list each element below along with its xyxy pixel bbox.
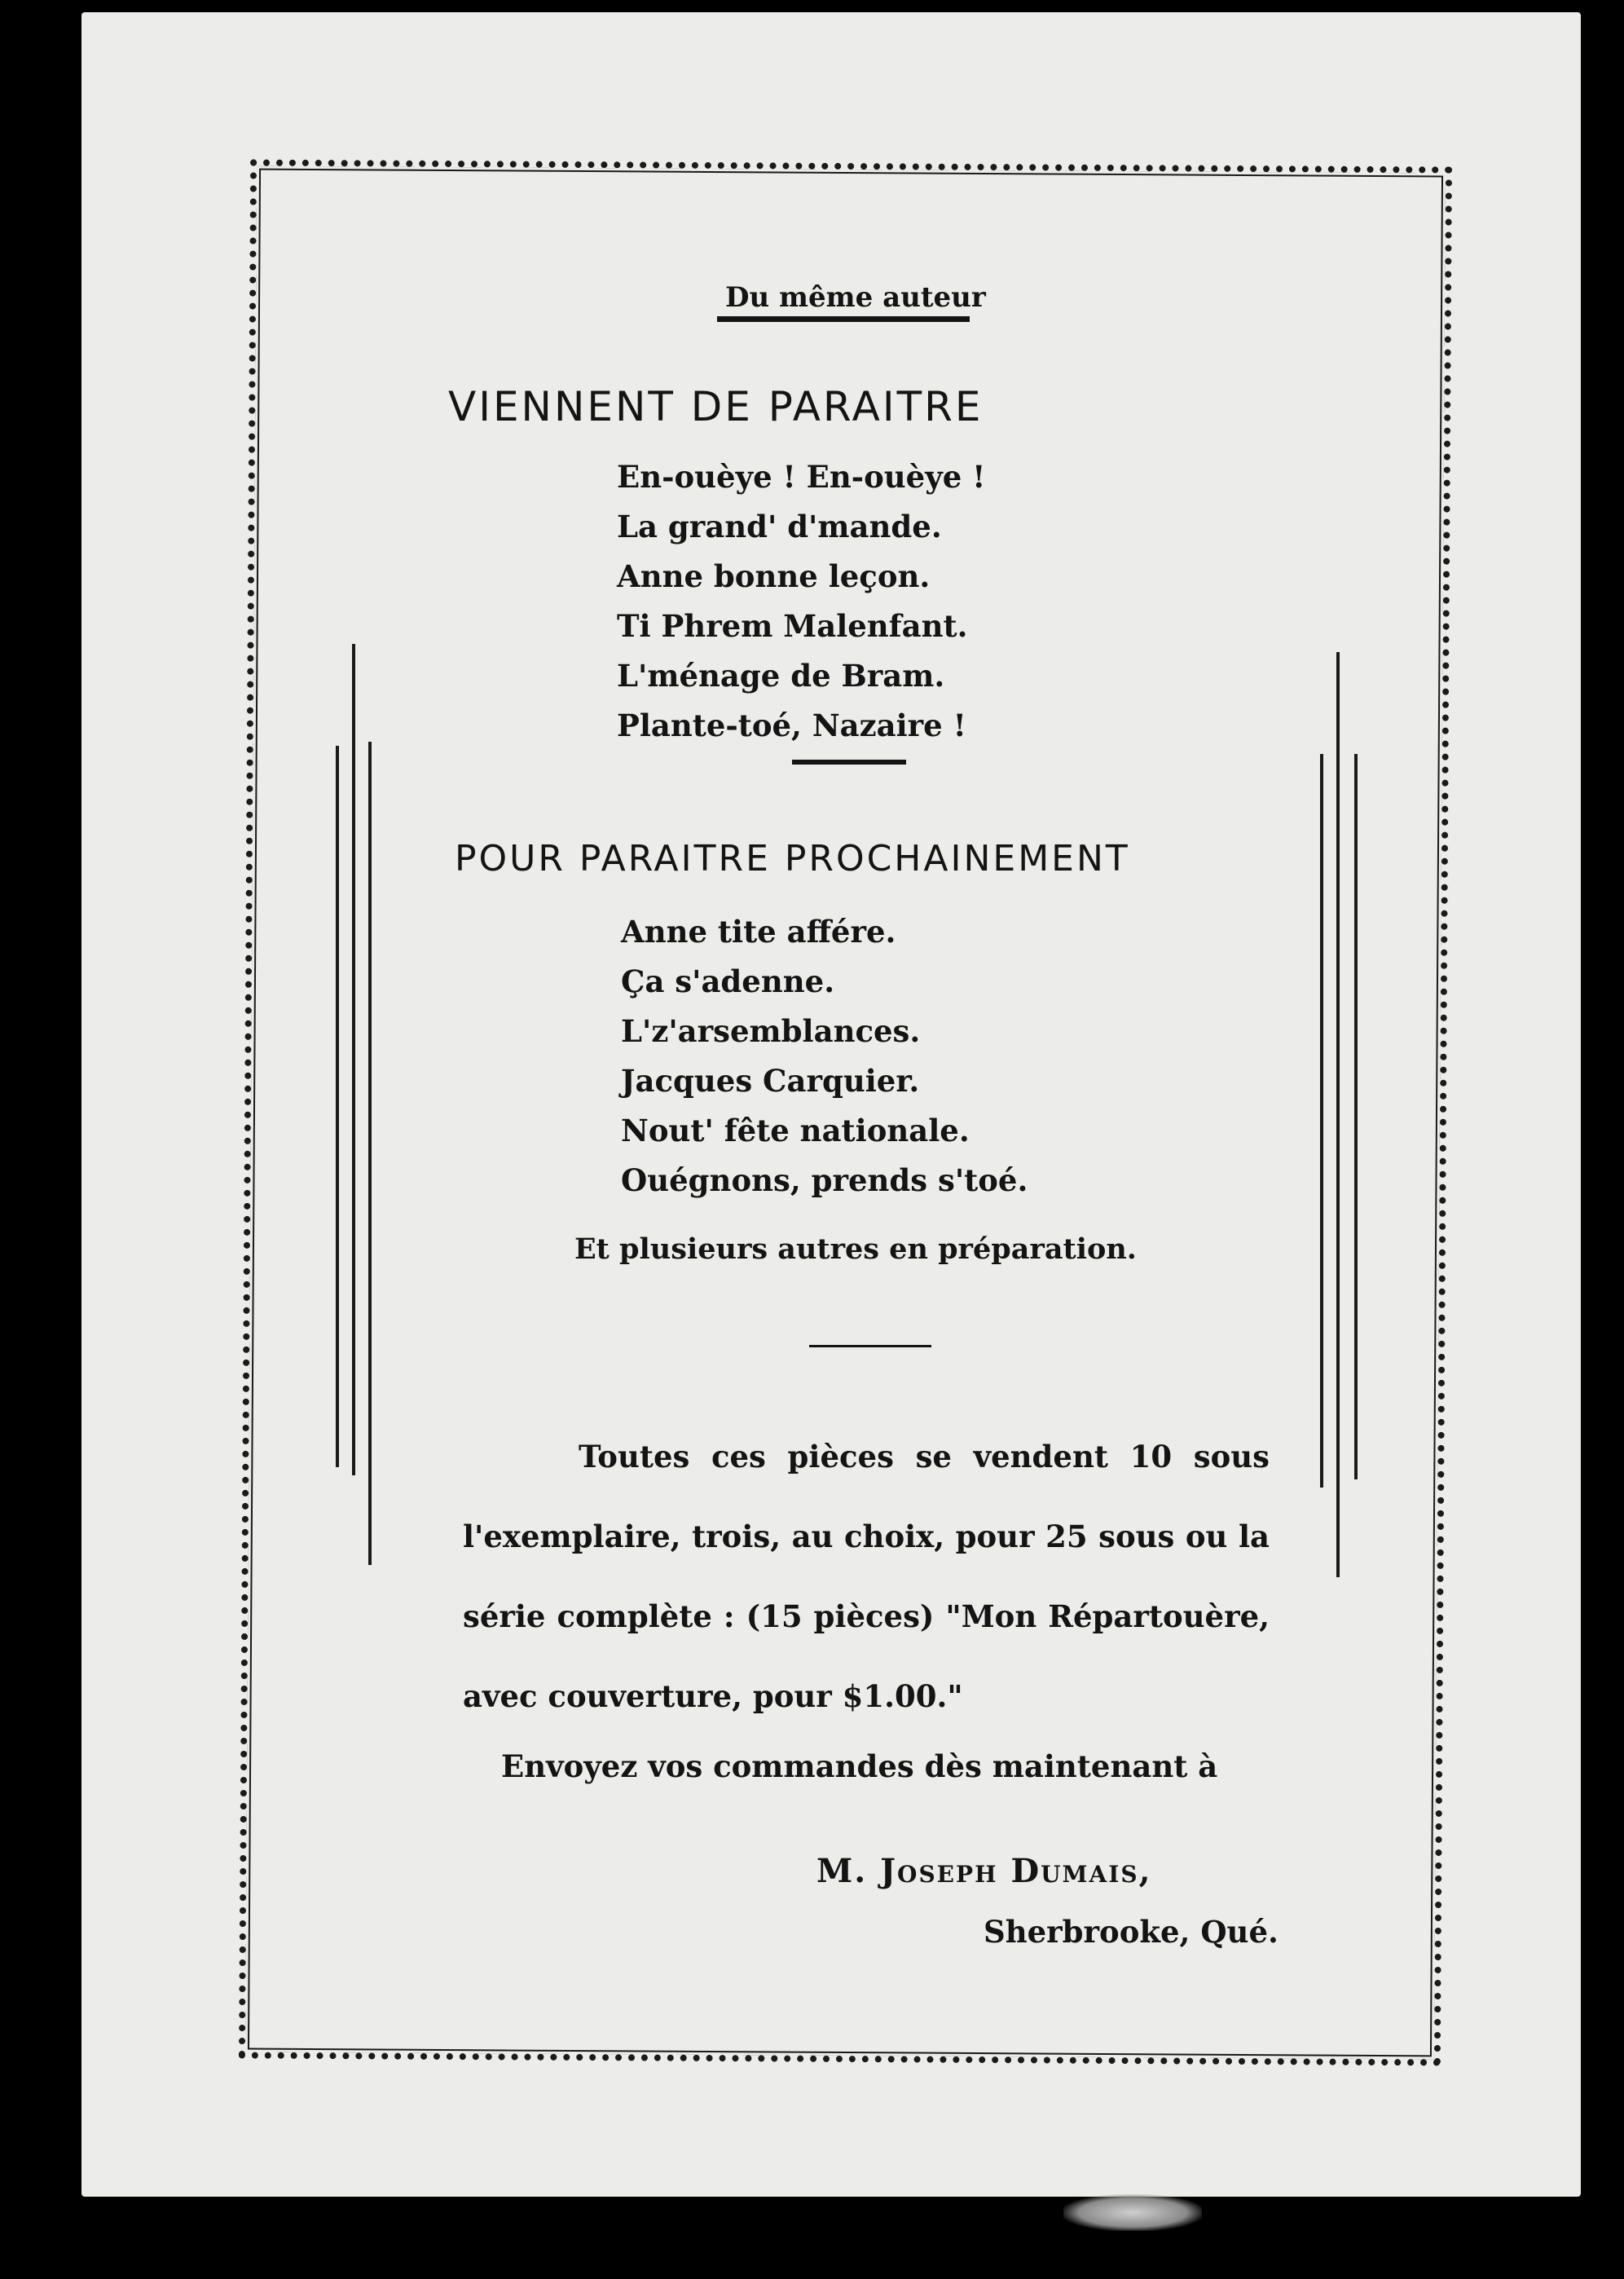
list-item: Nout' fête nationale. (621, 1113, 970, 1148)
right-rule-outer (1336, 652, 1340, 1577)
upcoming-heading: POUR PARAITRE PROCHAINEMENT (455, 838, 1130, 879)
left-rule-outer (352, 644, 355, 1475)
published-list (617, 452, 985, 751)
list-item: Plante-toé, Nazaire ! (617, 708, 966, 743)
preparation-note: Et plusieurs autres en préparation. (574, 1232, 1137, 1266)
left-rule-middle (336, 746, 339, 1467)
list-item: La grand' d'mande. (617, 509, 942, 544)
list-item: Anne bonne leçon. (617, 558, 931, 594)
right-rule-inner (1354, 754, 1358, 1479)
list-item: Ouégnons, prends s'toé. (621, 1162, 1028, 1198)
paper-damage (1063, 2194, 1202, 2231)
byline: Du même auteur (725, 281, 986, 314)
publisher-name: M. Joseph Dumais, (816, 1852, 1152, 1890)
pricing-paragraph: Toutes ces pièces se vendent 10 sous l'exemplaire, trois, au choix, pour 25 sous ou la série complète : (15 pièces) "Mon Répartouère, avec couverture, pour $1.00." (463, 1439, 1270, 1714)
list-item: L'z'arsemblances. (621, 1013, 921, 1049)
list-item: Ça s'adenne. (621, 963, 835, 999)
list-item: Anne tite affére. (621, 914, 896, 950)
order-instruction: Envoyez vos commandes dès maintenant à (501, 1748, 1218, 1784)
left-rule-inner (368, 742, 372, 1565)
list-item: Jacques Carquier. (621, 1063, 920, 1099)
byline-underline (717, 316, 970, 322)
section-divider (792, 760, 906, 765)
list-item: Ti Phrem Malenfant. (617, 608, 968, 644)
published-heading: VIENNENT DE PARAITRE (448, 383, 984, 430)
upcoming-list (621, 907, 1028, 1206)
publisher-city: Sherbrooke, Qué. (984, 1914, 1279, 1950)
right-rule-middle (1320, 754, 1323, 1488)
list-item: En-ouèye ! En-ouèye ! (617, 459, 986, 495)
section-divider (809, 1345, 931, 1347)
list-item: L'ménage de Bram. (617, 658, 945, 694)
